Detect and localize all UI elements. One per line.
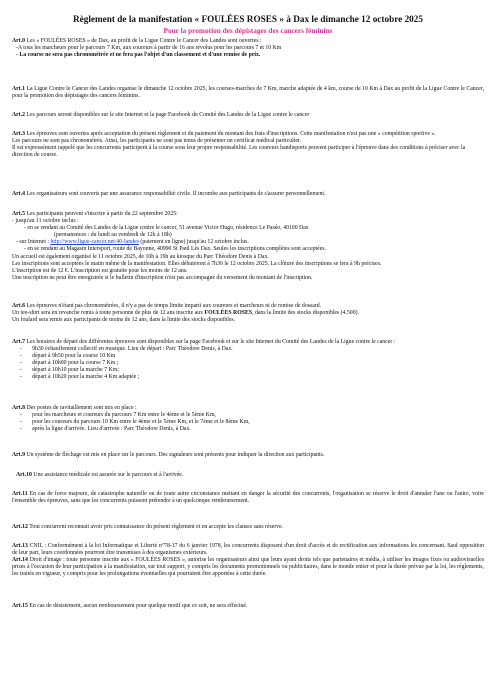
article-text: - jusqu'au 11 octobre inclus :: [12, 218, 79, 225]
article-11: [12, 491, 484, 505]
article-label: Art.9: [12, 452, 26, 458]
article-label: Art.14: [12, 557, 28, 563]
article-1: [12, 86, 484, 100]
refreshment-text: pour les coureurs du parcours 10 Km entre le 4ème et le 5ème Km, et le 7ème et le 8ème Km,: [32, 419, 250, 426]
article-13: [12, 543, 484, 557]
ligue-website-link[interactable]: http://www.ligue-cancer.net/40-landes: [50, 239, 139, 246]
article-text: (permanences : du lundi au vendredi de 12h à 18h): [54, 232, 172, 239]
article-text: - La course ne sera pas chronométrée et ne fera pas l'objet d'un classement et d'une remise de prix.: [16, 52, 261, 59]
article-text: Un accueil est également organisé le 11 octobre 2025, de 10h à 19h au kiosque du Parc Théodore Denis à Dax.: [12, 253, 269, 260]
refreshment-item: - après la ligne d'arrivée. Lieu d'arrivée : Parc Théodore Denis, à Dax.: [20, 426, 191, 433]
refreshment-text: pour les marcheurs et coureurs du parcours 7 Km entre le 4ème et le 5ème Km,: [32, 412, 216, 419]
article-text: - sur Internet :: [16, 239, 51, 246]
page-title: Règlement de la manifestation « FOULÉES ROSES » à Dax le dimanche 12 octobre 2025: [72, 14, 424, 24]
article-label: Art.4: [12, 191, 26, 197]
article-text: Les horaires de départ des différentes épreuves sont disponibles sur la page Facebook et sur le site Internet du Comité des Landes de la Ligue contre le cancer :: [26, 339, 396, 345]
article-15: [12, 603, 484, 610]
article-4: [12, 191, 484, 198]
article-text: - en se rendant au Comité des Landes de la Ligue contre le cancer, 51 avenue Victor Hugo, résidence Le Paséo, 40100 Dax: [24, 225, 309, 232]
article-2: [12, 112, 484, 119]
article-12: [12, 524, 484, 531]
article-text: En cas de désistement, aucun remboursement pour quelque motif que ce soit, ne sera effectué.: [29, 603, 248, 609]
article-6: [12, 303, 484, 324]
refreshment-item: - pour les marcheurs et coureurs du parcours 7 Km entre le 4ème et le 5ème Km,: [20, 412, 216, 419]
article-text: Un foulard sera remis aux participants de moins de 12 ans, dans la limite des stocks disponibles.: [12, 317, 236, 324]
article-label: Art.8: [12, 405, 26, 411]
article-label: Art.3: [12, 131, 26, 137]
article-text: Un système de fléchage est mis en place sur le parcours. Des signaleurs sont présents pour indiquer la direction aux participants.: [26, 452, 325, 458]
schedule-item: - 9h30 échauffement collectif en musique. Lieu de départ : Parc Théodore Denis, à Dax.: [20, 346, 233, 353]
article-text: [12, 239, 484, 246]
article-8: [12, 405, 484, 433]
article-text: -A tous les marcheurs pour le parcours 7 Km, aux coureurs à partir de 16 ans révolus pour les parcours 7 et 10 Km: [16, 45, 282, 52]
article-label: Art.0: [12, 38, 26, 44]
article-label: Art.13: [12, 543, 28, 549]
article-label: Art.6: [12, 303, 26, 309]
article-14: [12, 557, 484, 578]
article-text: Il est expressément rappelé que les concurrents participent à la course sous leur propre responsabilité. Les coureurs handisports peuvent participer à l'épreuve dans des conditions à préciser avec la direction de course.: [12, 145, 466, 159]
article-text: (paiement en ligne) jusqu'au 12 octobre inclus.: [138, 239, 249, 246]
article-text: Les participants peuvent s'inscrire à partir du 22 septembre 2025:: [26, 211, 178, 217]
article-text: , dans la limite des stocks disponibles (4.500).: [252, 310, 359, 317]
schedule-item: - départ à 9h50 pour la course 10 Km: [20, 353, 116, 360]
article-text: Tout concurrent reconnait avoir pris connaissance du présent règlement et en accepte les clauses sans réserve.: [29, 524, 284, 530]
event-name: FOULÉES ROSES: [204, 310, 253, 317]
article-7: [12, 339, 484, 382]
article-text: Les parcours seront disponibles sur le site Internet et la page Facebook du Comité des Landes de la Ligue contre le cancer: [26, 112, 310, 118]
schedule-item: - départ à 10h00 pour la course 7 Km ;: [20, 360, 119, 367]
article-10: [12, 472, 484, 479]
article-text: - en se rendant au Magasin Intersport, route de Bayonne, 40990 St Paul Lès Dax. Seules les inscriptions complètes sont acceptées.: [24, 246, 327, 253]
article-3: [12, 131, 484, 159]
article-text: Une inscription ne peut être enregistrée si le bulletin d'inscription n'est pas accompagné du versement du montant de l'inscription.: [12, 274, 313, 281]
schedule-text: départ à 10h20 pour la marche 4 Km adaptée ;: [32, 374, 140, 381]
article-text: L'inscription est de 12 €. L'inscription est gratuite pour les moins de 12 ans.: [12, 267, 188, 274]
article-label: Art.5: [12, 211, 26, 217]
article-text: Les épreuves sont ouvertes après acceptation du présent règlement et du paiement du montant des frais d'inscriptions. Cette manifestation n'est pas une « compétition sportive ».: [26, 131, 436, 137]
article-label: Art.11: [12, 491, 28, 497]
schedule-item: - départ à 10h10 pour la marche 7 Km;: [20, 367, 119, 374]
refreshment-text: après la ligne d'arrivée. Lieu d'arrivée : Parc Théodore Denis, à Dax.: [32, 426, 191, 433]
refreshment-item: - pour les coureurs du parcours 10 Km entre le 4ème et le 5ème Km, et le 7ème et le 8ème Km,: [20, 419, 250, 426]
article-text: Les « FOULÉES ROSES » de Dax, au profit de la Ligue Contre le Cancer des Landes sont ouvertes :: [26, 38, 262, 44]
article-text: Les épreuves n'étant pas chronométrées, il n'y a pas de temps limite imparti aux coureurs et marcheurs ni de remise de dossard.: [26, 303, 322, 309]
article-text: Les organisateurs sont couverts par une assurance responsabilité civile. Il incombe aux participants de s'assurer personnellement.: [26, 191, 326, 197]
page-subtitle: Pour la promotion des dépistages des cancers féminins: [163, 26, 333, 35]
schedule-text: 9h30 échauffement collectif en musique. Lieu de départ : Parc Théodore Denis, à Dax.: [32, 346, 233, 353]
article-label: Art.7: [12, 339, 26, 345]
schedule-text: départ à 10h10 pour la marche 7 Km;: [32, 367, 119, 374]
article-text: Droit d'image : toute personne inscrite aux « FOULÉES ROSES », autorise les organisateurs ainsi que leurs ayant droits tels que partenaires et média, à utiliser les images fixes ou audiovisuelles prises à l'occasion de leur participation à la manifestation, sur tout support, y compris les documents promotionnels ou publicitaires, dans le monde entier et pour la durée prévue par la loi, les règlements, les traités en vigueur, y compris pour les prolongations éventuelles qui pourraient être apportées à cette durée.: [12, 557, 485, 578]
article-text: Un tee-shirt sera en revanche remis à toute personne de plus de 12 ans inscrite aux: [12, 310, 205, 317]
schedule-text: départ à 9h50 pour la course 10 Km: [32, 353, 116, 360]
article-text: Les inscriptions sont acceptées le matin même de la manifestation. Elles débuteront à 7h30 le 12 octobre 2025. La clôture des inscriptions se fera à 9h précises.: [12, 260, 382, 267]
article-label: Art.15: [12, 603, 28, 609]
article-0: [12, 38, 484, 59]
article-label: Art.2: [12, 112, 26, 118]
article-5: [12, 211, 484, 282]
article-label: Art.10: [16, 472, 32, 478]
article-text: Une assistance médicale est assurée sur le parcours et à l'arrivée.: [33, 472, 184, 478]
schedule-item: - départ à 10h20 pour la marche 4 Km adaptée ;: [20, 374, 140, 381]
schedule-text: départ à 10h00 pour la course 7 Km ;: [32, 360, 119, 367]
article-text: Les parcours ne sont pas chronométrés. Ainsi, les participants ne sont pas tenus de présenter un certificat médical particulier.: [12, 138, 301, 145]
article-text: Des postes de ravitaillement sont mis en place :: [26, 405, 137, 411]
article-label: Art.1: [12, 86, 26, 92]
article-text: La Ligue Contre le Cancer des Landes organise le dimanche 12 octobre 2025, les courses-marches de 7 Km, marche adaptée de 4 km, course de 10 Km à Dax au profit de la Ligue Contre le Cancer, pour la promotion des dépistages des cancers féminins.: [12, 86, 484, 100]
article-9: [12, 452, 484, 459]
article-text: CNIL : Conformément à la loi Informatique et Liberté n°78-17 du 6 janvier 1978, les concurrents disposent d'un droit d'accès et de rectification aux informations les concernant. Sauf opposition de leur part, leurs coordonnées pourront être transmises à des organismes extérieurs.: [12, 543, 484, 557]
article-label: Art.12: [12, 524, 28, 530]
article-text: En cas de force majeure, de catastrophe naturelle ou de toute autre circonstance mettant en danger la sécurité des concurrents, l'organisation se réserve le droit d'annuler l'une ou l'autre, voire l'ensemble des épreuves, sans que les concurrents puissent prétendre à un quelconque remboursement.: [12, 491, 484, 505]
